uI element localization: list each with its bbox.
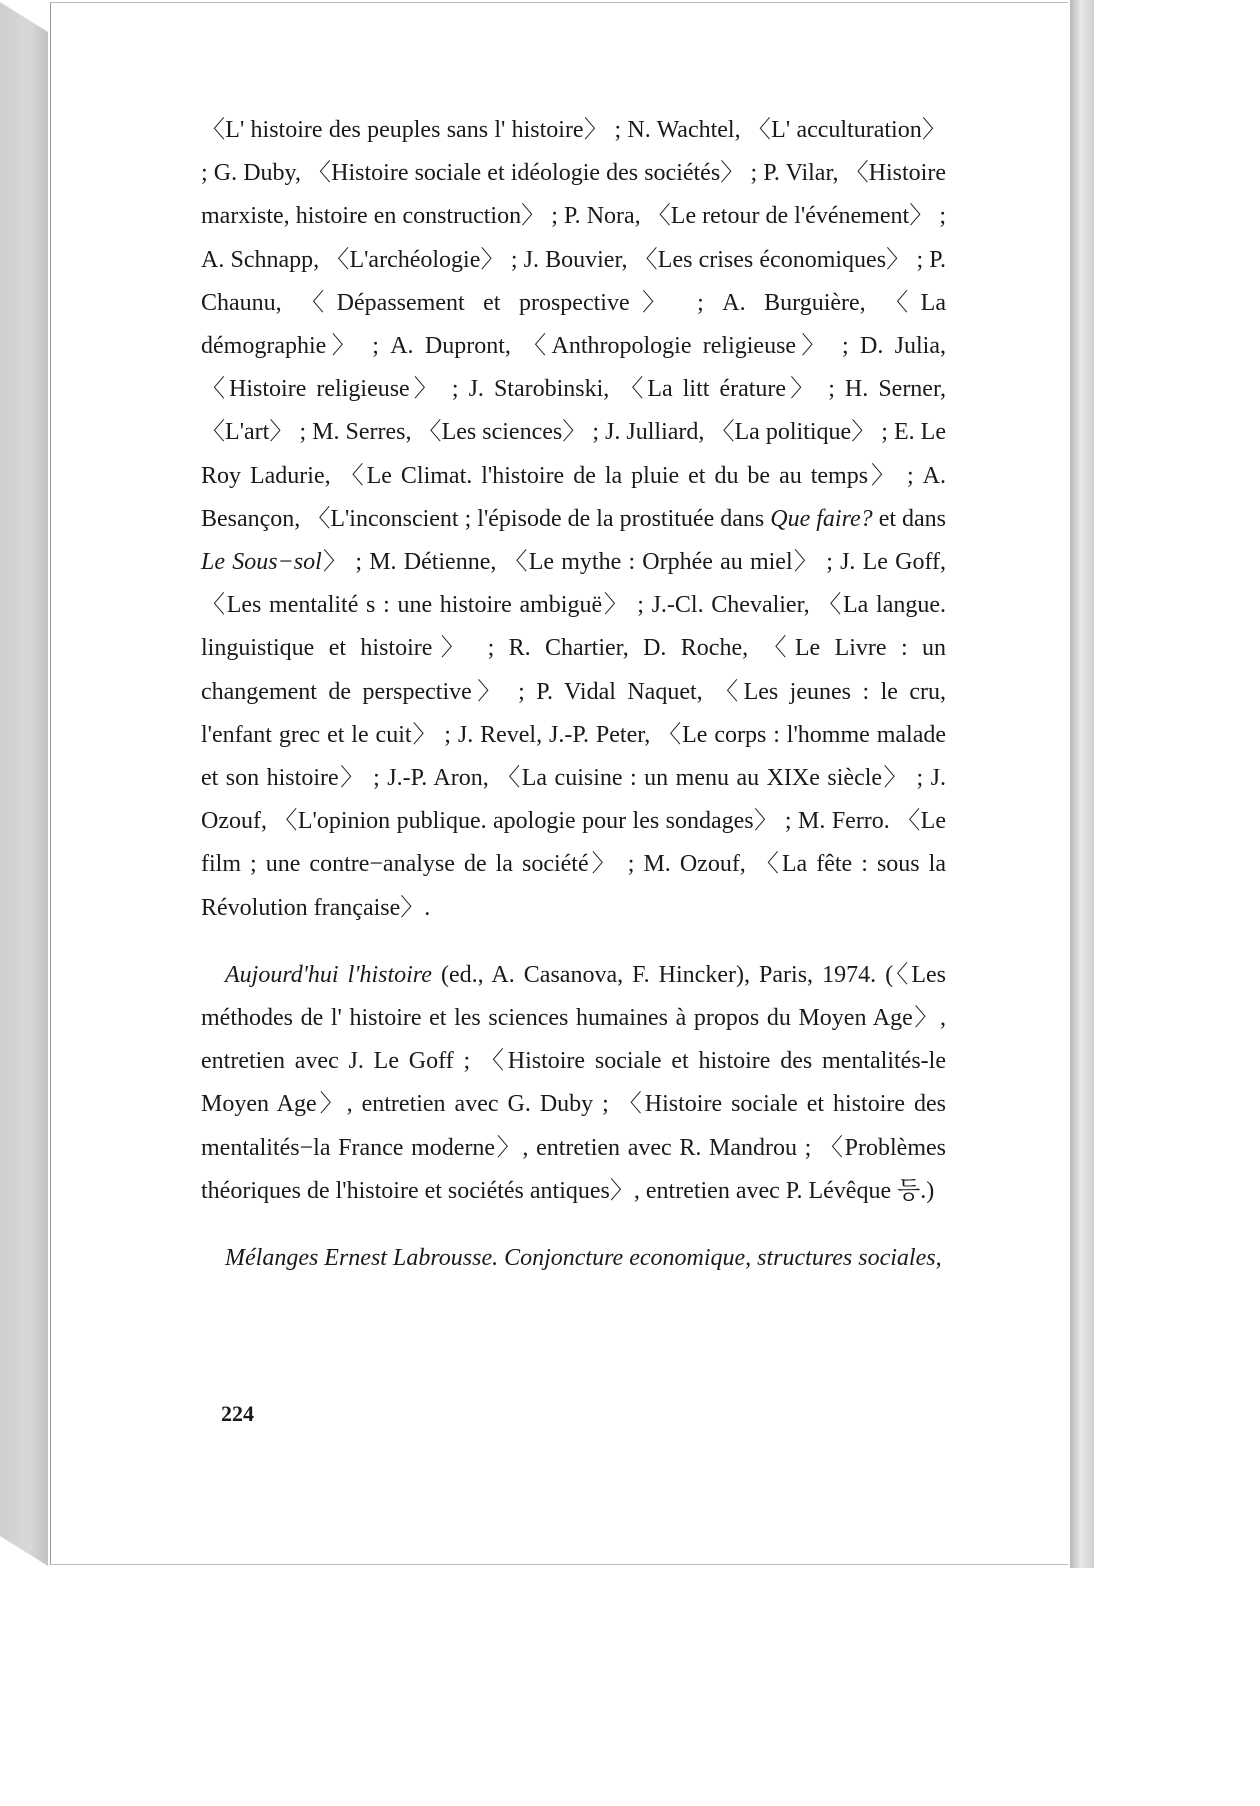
book-right-edge bbox=[1070, 0, 1094, 1568]
paragraph-1-italic-title-a: Que faire? bbox=[770, 505, 873, 532]
paragraph-1-middle: et dans bbox=[872, 505, 947, 532]
paragraph-1-italic-title-b: Le Sous−sol bbox=[201, 549, 322, 576]
body-text bbox=[201, 109, 946, 1280]
paragraph-1-end: 〉 ; M. Détienne, 〈Le mythe : Orphée au miel〉 ; J. Le Goff, 〈Les mentalité s : une histoire ambiguë〉 ; J.-Cl. Chevalier, 〈La langue. linguistique et histoire〉 ; R. Chartier, D. Roche, 〈Le Livre : un changement de perspective〉 ; P. Vidal Naquet, 〈Les jeunes : le cru, l'enfant grec et le cuit〉 ; J. Revel, J.-P. Peter, 〈Le corps : l'homme malade et son histoire〉 ; J.-P. Aron, 〈La cuisine : un menu au XIXe siècle〉 ; J. Ozouf, 〈L'opinion publique. apologie pour les sondages〉 ; M. Ferro. 〈Le film ; une contre−analyse de la société〉 ; M. Ozouf, 〈La fête : sous la Révolution française〉. bbox=[201, 549, 947, 921]
document-page bbox=[50, 2, 1068, 1565]
paragraph-2-text: (ed., A. Casanova, F. Hincker), Paris, 1974. (〈Les méthodes de l' histoire et les sciences humaines à propos du Moyen Age〉, entretien avec J. Le Goff ; 〈Histoire sociale et histoire des mentalités-le Moyen Age〉, entretien avec G. Duby ; 〈Histoire sociale et histoire des mentalités−la France moderne〉, entretien avec R. Mandrou ; 〈Problèmes théoriques de l'histoire et sociétés antiques〉, entretien avec P. Lévêque 등.) bbox=[201, 961, 946, 1204]
paragraph-1-text: 〈L' histoire des peuples sans l' histoire〉 ; N. Wachtel, 〈L' acculturation〉 ; G. Duby, 〈Histoire sociale et idéologie des sociétés〉 ; P. Vilar, 〈Histoire marxiste, histoire en construction〉 ; P. Nora, 〈Le retour de l'événement〉 ; A. Schnapp, 〈L'archéologie〉 ; J. Bouvier, 〈Les crises économiques〉 ; P. Chaunu, 〈Dépassement et prospective〉 ; A. Burguière, 〈La démographie〉 ; A. Dupront, 〈Anthropologie religieuse〉 ; D. Julia, 〈Histoire religieuse〉 ; J. Starobinski, 〈La litt érature〉 ; H. Serner, 〈L'art〉 ; M. Serres, 〈Les sciences〉 ; J. Julliard, 〈La politique〉 ; E. Le Roy Ladurie, 〈Le Climat. l'histoire de la pluie et du be au temps〉 ; A. Besançon, 〈L'inconscient ; l'épisode de la prostituée dans bbox=[201, 117, 946, 532]
bibliography-paragraph-1 bbox=[201, 109, 946, 930]
page-number: 224 bbox=[221, 1401, 254, 1426]
bibliography-paragraph-3: Mélanges Ernest Labrousse. Conjoncture economique, structures sociales, bbox=[225, 1245, 942, 1272]
book-left-edge bbox=[0, 0, 50, 1568]
bibliography-paragraph-2 bbox=[201, 954, 946, 1213]
paragraph-2-book-title: Aujourd'hui l'histoire bbox=[225, 961, 432, 988]
